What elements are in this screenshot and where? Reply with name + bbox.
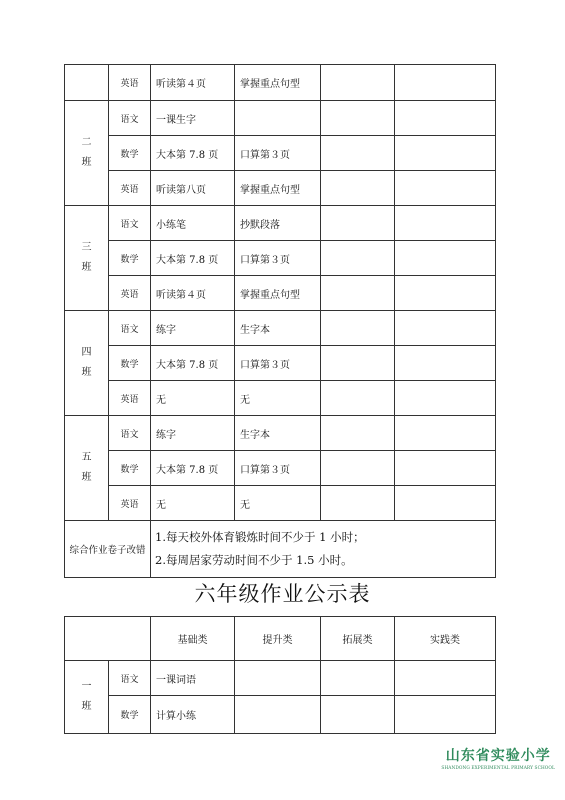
table-row — [65, 416, 496, 451]
table-row — [65, 241, 496, 276]
extend-cell — [321, 381, 395, 416]
extend-cell — [321, 311, 395, 346]
class-label: 三 班 — [81, 242, 92, 273]
improve-cell: 掌握重点句型 — [235, 276, 321, 311]
extend-cell — [321, 241, 395, 276]
class-cell-4 — [65, 311, 109, 416]
logo-text-en: SHANDONG EXPERIMENTAL PRIMARY SCHOOL — [441, 766, 555, 771]
basic-cell: 大本第 7.8 页 — [151, 451, 235, 486]
practice-cell — [395, 416, 496, 451]
summary-line: 2.每周居家劳动时间不少于 1.5 小时。 — [155, 553, 353, 567]
column-header: 实践类 — [395, 617, 496, 661]
extend-cell — [321, 696, 395, 734]
table-row — [65, 661, 496, 696]
basic-cell: 大本第 7.8 页 — [151, 136, 235, 171]
subject-cell: 英语 — [109, 276, 151, 311]
class-cell-2 — [65, 101, 109, 206]
column-header: 拓展类 — [321, 617, 395, 661]
subject-cell: 语文 — [109, 206, 151, 241]
extend-cell — [321, 65, 395, 101]
class-cell — [65, 65, 109, 101]
subject-cell: 英语 — [109, 171, 151, 206]
subject-cell: 数学 — [109, 451, 151, 486]
improve-cell: 口算第３页 — [235, 346, 321, 381]
logo-text-cn: 山东省实验小学 — [445, 748, 551, 764]
homework-table-grade5 — [64, 64, 496, 578]
table-row — [65, 381, 496, 416]
improve-cell — [235, 696, 321, 734]
summary-row — [65, 521, 496, 578]
improve-cell: 口算第３页 — [235, 451, 321, 486]
basic-cell: 练字 — [151, 416, 235, 451]
school-logo — [441, 745, 555, 771]
basic-cell: 听读第４页 — [151, 65, 235, 101]
homework-table-grade6 — [64, 616, 496, 734]
subject-cell: 英语 — [109, 381, 151, 416]
practice-cell — [395, 276, 496, 311]
column-header: 基础类 — [151, 617, 235, 661]
extend-cell — [321, 171, 395, 206]
table-row — [65, 206, 496, 241]
subject-cell: 数学 — [109, 696, 151, 734]
extend-cell — [321, 451, 395, 486]
extend-cell — [321, 206, 395, 241]
practice-cell — [395, 241, 496, 276]
subject-cell: 语文 — [109, 101, 151, 136]
basic-cell: 小练笔 — [151, 206, 235, 241]
improve-cell — [235, 101, 321, 136]
basic-cell: 听读第４页 — [151, 276, 235, 311]
extend-cell — [321, 346, 395, 381]
table-row — [65, 65, 496, 101]
practice-cell — [395, 65, 496, 101]
table-row — [65, 486, 496, 521]
basic-cell: 计算小练 — [151, 696, 235, 734]
extend-cell — [321, 101, 395, 136]
improve-cell: 生字本 — [235, 416, 321, 451]
basic-cell: 大本第 7.8 页 — [151, 346, 235, 381]
improve-cell: 无 — [235, 486, 321, 521]
table-row — [65, 171, 496, 206]
practice-cell — [395, 346, 496, 381]
table-row — [65, 311, 496, 346]
basic-cell: 一课词语 — [151, 661, 235, 696]
class-cell-1 — [65, 661, 109, 734]
subject-cell: 英语 — [109, 486, 151, 521]
subject-cell: 语文 — [109, 311, 151, 346]
improve-cell: 掌握重点句型 — [235, 171, 321, 206]
page-title: 六年级作业公示表 — [194, 582, 371, 606]
basic-cell: 一课生字 — [151, 101, 235, 136]
header-row — [65, 617, 496, 661]
extend-cell — [321, 136, 395, 171]
practice-cell — [395, 311, 496, 346]
practice-cell — [395, 206, 496, 241]
subject-cell: 语文 — [109, 416, 151, 451]
improve-cell — [235, 661, 321, 696]
class-cell-3 — [65, 206, 109, 311]
table-row — [65, 451, 496, 486]
subject-cell: 数学 — [109, 136, 151, 171]
subject-cell: 数学 — [109, 241, 151, 276]
table-row — [65, 136, 496, 171]
subject-cell: 语文 — [109, 661, 151, 696]
improve-cell: 生字本 — [235, 311, 321, 346]
header-blank-cell — [65, 617, 151, 661]
subject-cell: 英语 — [109, 65, 151, 101]
practice-cell — [395, 171, 496, 206]
practice-cell — [395, 486, 496, 521]
class-label: 二 班 — [81, 137, 92, 168]
improve-cell: 掌握重点句型 — [235, 65, 321, 101]
extend-cell — [321, 416, 395, 451]
extend-cell — [321, 661, 395, 696]
column-header: 提升类 — [235, 617, 321, 661]
improve-cell: 口算第３页 — [235, 241, 321, 276]
basic-cell: 听读第八页 — [151, 171, 235, 206]
class-label: 五 班 — [81, 452, 92, 483]
table-row — [65, 101, 496, 136]
subject-cell: 数学 — [109, 346, 151, 381]
table-row — [65, 346, 496, 381]
practice-cell — [395, 661, 496, 696]
practice-cell — [395, 451, 496, 486]
extend-cell — [321, 276, 395, 311]
table-row — [65, 696, 496, 734]
improve-cell: 抄默段落 — [235, 206, 321, 241]
class-label: 一 班 — [81, 681, 92, 712]
basic-cell: 大本第 7.8 页 — [151, 241, 235, 276]
class-label: 四 班 — [81, 347, 92, 378]
summary-label: 综合作业卷子改错 — [65, 521, 151, 578]
improve-cell: 口算第３页 — [235, 136, 321, 171]
improve-cell: 无 — [235, 381, 321, 416]
practice-cell — [395, 136, 496, 171]
table-row — [65, 276, 496, 311]
summary-notes — [151, 521, 496, 578]
extend-cell — [321, 486, 395, 521]
practice-cell — [395, 696, 496, 734]
basic-cell: 练字 — [151, 311, 235, 346]
practice-cell — [395, 101, 496, 136]
class-cell-5 — [65, 416, 109, 521]
basic-cell: 无 — [151, 381, 235, 416]
practice-cell — [395, 381, 496, 416]
summary-line: 1.每天校外体育锻炼时间不少于 1 小时； — [155, 530, 365, 544]
basic-cell: 无 — [151, 486, 235, 521]
